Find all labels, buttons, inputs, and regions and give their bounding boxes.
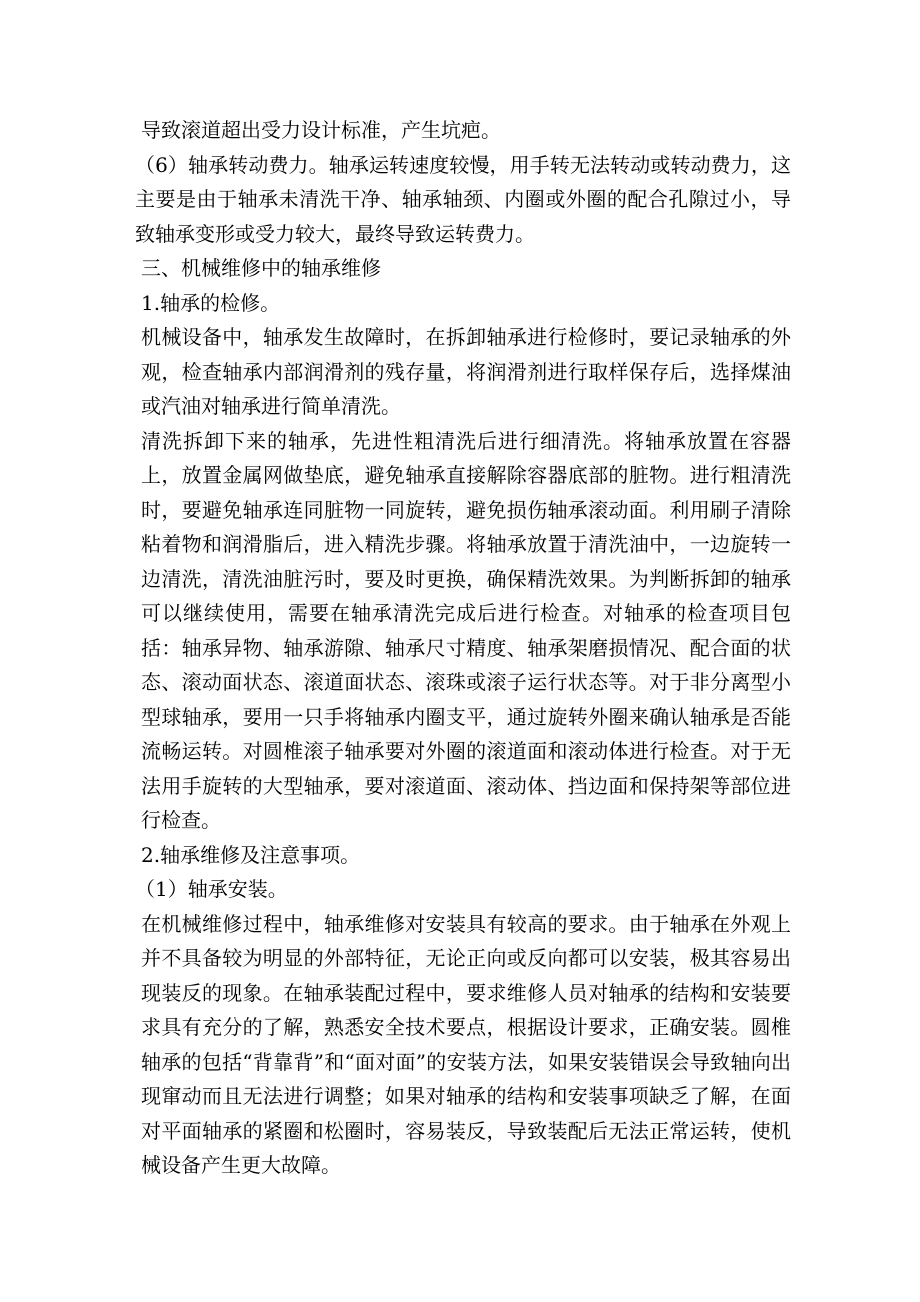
subheading-bearing-installation: （1）轴承安装。 bbox=[135, 877, 288, 901]
paragraph-installation-requirements: 在机械维修过程中，轴承维修对安装具有较高的要求。由于轴承在外观上并不具备较为明显的外部特征，无论正向或反向都可以安装，极其容易出现装反的现象。在轴承装配过程中，要求维修人员对轴承的结构和安装要求具有充分的了解，熟悉安全技术要点，根据设计要求，正确安装。圆椎轴承的包括“背靠背”和“面对面”的安装方法，如果安装错误会导致轴向出现窜动而且无法进行调整；如果对轴承的结构和安装事项缺乏了解，在面对平面轴承的紧圈和松圈时，容易装反，导致装配后无法正常运转，使机械设备产生更大故障。 bbox=[141, 911, 791, 1177]
paragraph-rotation-difficulty: （6）轴承转动费力。轴承运转速度较慢，用手转无法转动或转动费力，这主要是由于轴承未清洗干净、轴承轴颈、内圈或外圈的配合孔隙过小，导致轴承变形或受力较大，最终导致运转费力。 bbox=[135, 152, 791, 246]
paragraph-disassembly-inspection: 机械设备中，轴承发生故障时，在拆卸轴承进行检修时，要记录轴承的外观，检查轴承内部润滑剂的残存量，将润滑剂进行取样保存后，选择煤油或汽油对轴承进行简单清洗。 bbox=[141, 325, 791, 418]
subheading-repair-notes: 2.轴承维修及注意事项。 bbox=[141, 842, 361, 867]
document-body bbox=[135, 113, 791, 1183]
paragraph-pitting-conclusion: 导致滚道超出受力设计标准，产生坑疤。 bbox=[141, 118, 501, 142]
subheading-bearing-inspection: 1.轴承的检修。 bbox=[141, 290, 281, 315]
section-heading-bearing-repair: 三、机械维修中的轴承维修 bbox=[141, 256, 381, 280]
paragraph-cleaning-and-checks: 清洗拆卸下来的轴承，先进性粗清洗后进行细清洗。将轴承放置在容器上，放置金属网做垫底，避免轴承直接解除容器底部的脏物。进行粗清洗时，要避免轴承连同脏物一同旋转，避免损伤轴承滚动面。利用刷子清除粘着物和润滑脂后，进入精洗步骤。将轴承放置于清洗油中，一边旋转一边清洗，清洗油脏污时，要及时更换，确保精洗效果。为判断拆卸的轴承可以继续使用，需要在轴承清洗完成后进行检查。对轴承的检查项目包括：轴承异物、轴承游隙、轴承尺寸精度、轴承架磨损情况、配合面的状态、滚动面状态、滚道面状态、滚珠或滚子运行状态等。对于非分离型小型球轴承，要用一只手将轴承内圈支平，通过旋转外圈来确认轴承是否能流畅运转。对圆椎滚子轴承要对外圈的滚道面和滚动体进行检查。对于无法用手旋转的大型轴承，要对滚道面、滚动体、挡边面和保持架等部位进行检查。 bbox=[141, 428, 791, 832]
